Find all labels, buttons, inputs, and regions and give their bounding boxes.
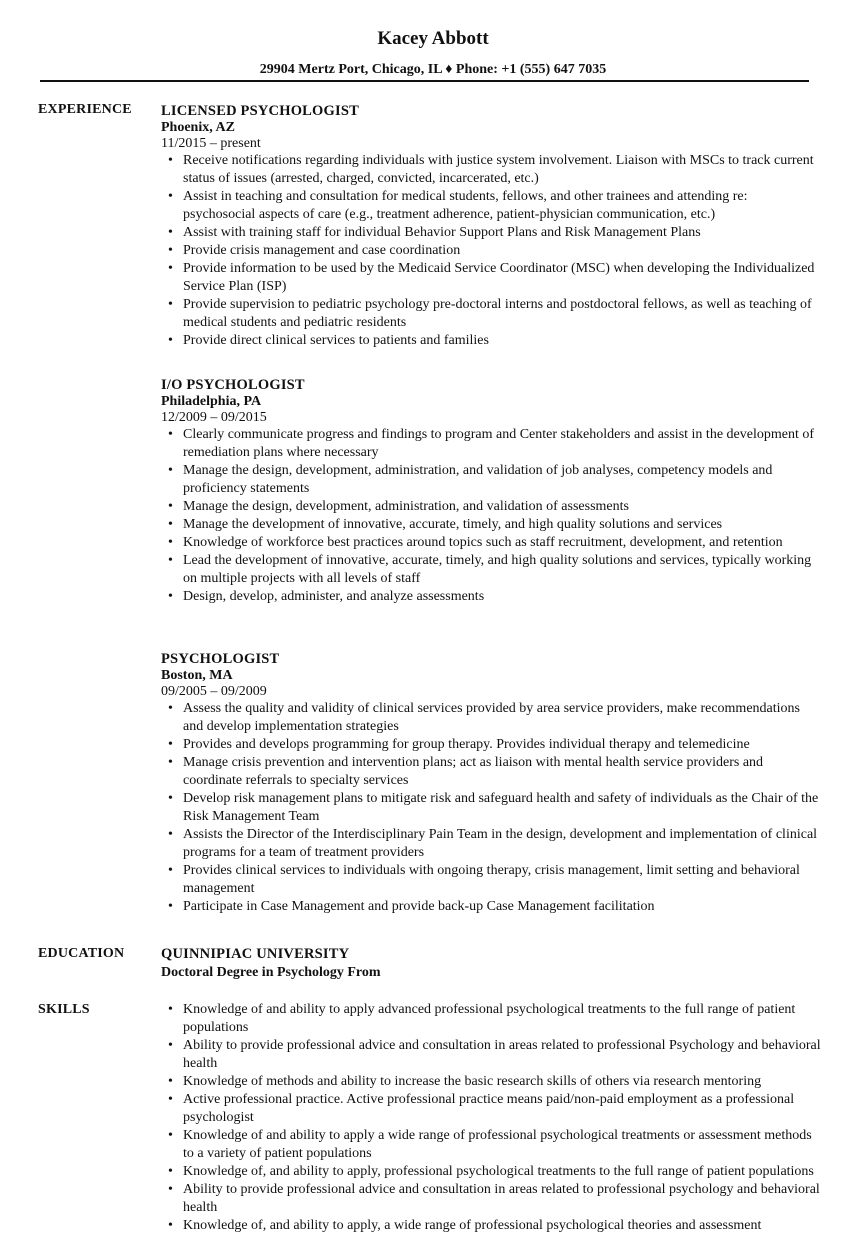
list-item: • Knowledge of, and ability to apply, professional psychological treatments to the full range of patient populations: [161, 1163, 821, 1181]
list-item: • Participate in Case Management and provide back-up Case Management facilitation: [161, 898, 821, 916]
list-item: • Provides clinical services to individuals with ongoing therapy, crisis management, limit setting and behavioral management: [161, 862, 821, 898]
list-item: • Provide direct clinical services to patients and families: [161, 332, 821, 350]
job-entry: [161, 650, 821, 916]
list-item: • Manage the development of innovative, accurate, timely, and high quality solutions and services: [161, 516, 821, 534]
section-label-skills: SKILLS: [38, 1002, 90, 1017]
section-label-experience: EXPERIENCE: [38, 102, 132, 117]
section-label-education: EDUCATION: [38, 946, 125, 961]
list-item: • Assess the quality and validity of clinical services provided by area service providers, make recommendations and develop implementation strategies: [161, 700, 821, 736]
candidate-name: Kacey Abbott: [377, 28, 489, 49]
skills-entry: [161, 1001, 821, 1235]
job-entry: [161, 102, 821, 350]
list-item: • Knowledge of and ability to apply advanced professional psychological treatments to the full range of patient populations: [161, 1001, 821, 1037]
skills-list: [161, 1001, 821, 1235]
job-dates: 09/2005 – 09/2009: [161, 684, 267, 699]
list-item: • Manage the design, development, administration, and validation of assessments: [161, 498, 821, 516]
job-duties-list: [161, 152, 821, 350]
school-name: QUINNIPIAC UNIVERSITY: [161, 946, 350, 962]
job-location: Boston, MA: [161, 668, 233, 683]
job-location: Philadelphia, PA: [161, 394, 262, 409]
list-item: • Knowledge of, and ability to apply, a wide range of professional psychological theories and assessment: [161, 1217, 821, 1235]
job-entry: [161, 376, 821, 606]
list-item: • Knowledge of methods and ability to increase the basic research skills of others via research mentoring: [161, 1073, 821, 1091]
education-entry: [161, 945, 821, 983]
list-item: • Ability to provide professional advice and consultation in areas related to professional Psychology and behavioral health: [161, 1037, 821, 1073]
job-location: Phoenix, AZ: [161, 120, 235, 135]
list-item: • Clearly communicate progress and findings to program and Center stakeholders and assist in the development of remediation plans where necessary: [161, 426, 821, 462]
list-item: • Knowledge of and ability to apply a wide range of professional psychological treatments or assessment methods to a variety of patient populations: [161, 1127, 821, 1163]
list-item: • Design, develop, administer, and analyze assessments: [161, 588, 821, 606]
list-item: • Develop risk management plans to mitigate risk and safeguard health and safety of individuals as the Chair of the Risk Management Team: [161, 790, 821, 826]
job-duties-list: [161, 426, 821, 606]
list-item: • Lead the development of innovative, accurate, timely, and high quality solutions and services, typically working on multiple projects with all levels of staff: [161, 552, 821, 588]
list-item: • Assists the Director of the Interdisciplinary Pain Team in the design, development and implementation of clinical programs for a team of treatment providers: [161, 826, 821, 862]
list-item: • Receive notifications regarding individuals with justice system involvement. Liaison with MSCs to track current status of issues (arrested, charged, convicted, incarcerated, etc.): [161, 152, 821, 188]
degree: Doctoral Degree in Psychology From: [161, 965, 381, 980]
list-item: • Manage crisis prevention and intervention plans; act as liaison with mental health service providers and coordinate referrals to specialty services: [161, 754, 821, 790]
job-dates: 11/2015 – present: [161, 136, 261, 151]
job-dates: 12/2009 – 09/2015: [161, 410, 267, 425]
job-title: PSYCHOLOGIST: [161, 651, 280, 667]
job-title: I/O PSYCHOLOGIST: [161, 377, 305, 393]
list-item: • Ability to provide professional advice and consultation in areas related to professional psychology and behavioral health: [161, 1181, 821, 1217]
list-item: • Provide information to be used by the Medicaid Service Coordinator (MSC) when developing the Individualized Service Plan (ISP): [161, 260, 821, 296]
header-divider: [40, 80, 809, 82]
contact-line: 29904 Mertz Port, Chicago, IL ♦ Phone: +1 (555) 647 7035: [259, 62, 607, 77]
list-item: • Provide supervision to pediatric psychology pre-doctoral interns and postdoctoral fellows, as well as teaching of medical students and pediatric residents: [161, 296, 821, 332]
job-title: LICENSED PSYCHOLOGIST: [161, 103, 359, 119]
list-item: • Manage the design, development, administration, and validation of job analyses, competency models and proficiency statements: [161, 462, 821, 498]
list-item: • Knowledge of workforce best practices around topics such as staff recruitment, development, and retention: [161, 534, 821, 552]
list-item: • Provide crisis management and case coordination: [161, 242, 821, 260]
list-item: • Assist with training staff for individual Behavior Support Plans and Risk Management Plans: [161, 224, 821, 242]
list-item: • Provides and develops programming for group therapy. Provides individual therapy and telemedicine: [161, 736, 821, 754]
job-duties-list: [161, 700, 821, 916]
list-item: • Active professional practice. Active professional practice means paid/non-paid employment as a professional psychologist: [161, 1091, 821, 1127]
list-item: • Assist in teaching and consultation for medical students, fellows, and other trainees and attending re: psychosocial aspects of care (e.g., treatment adherence, patient-physician communication, etc.): [161, 188, 821, 224]
